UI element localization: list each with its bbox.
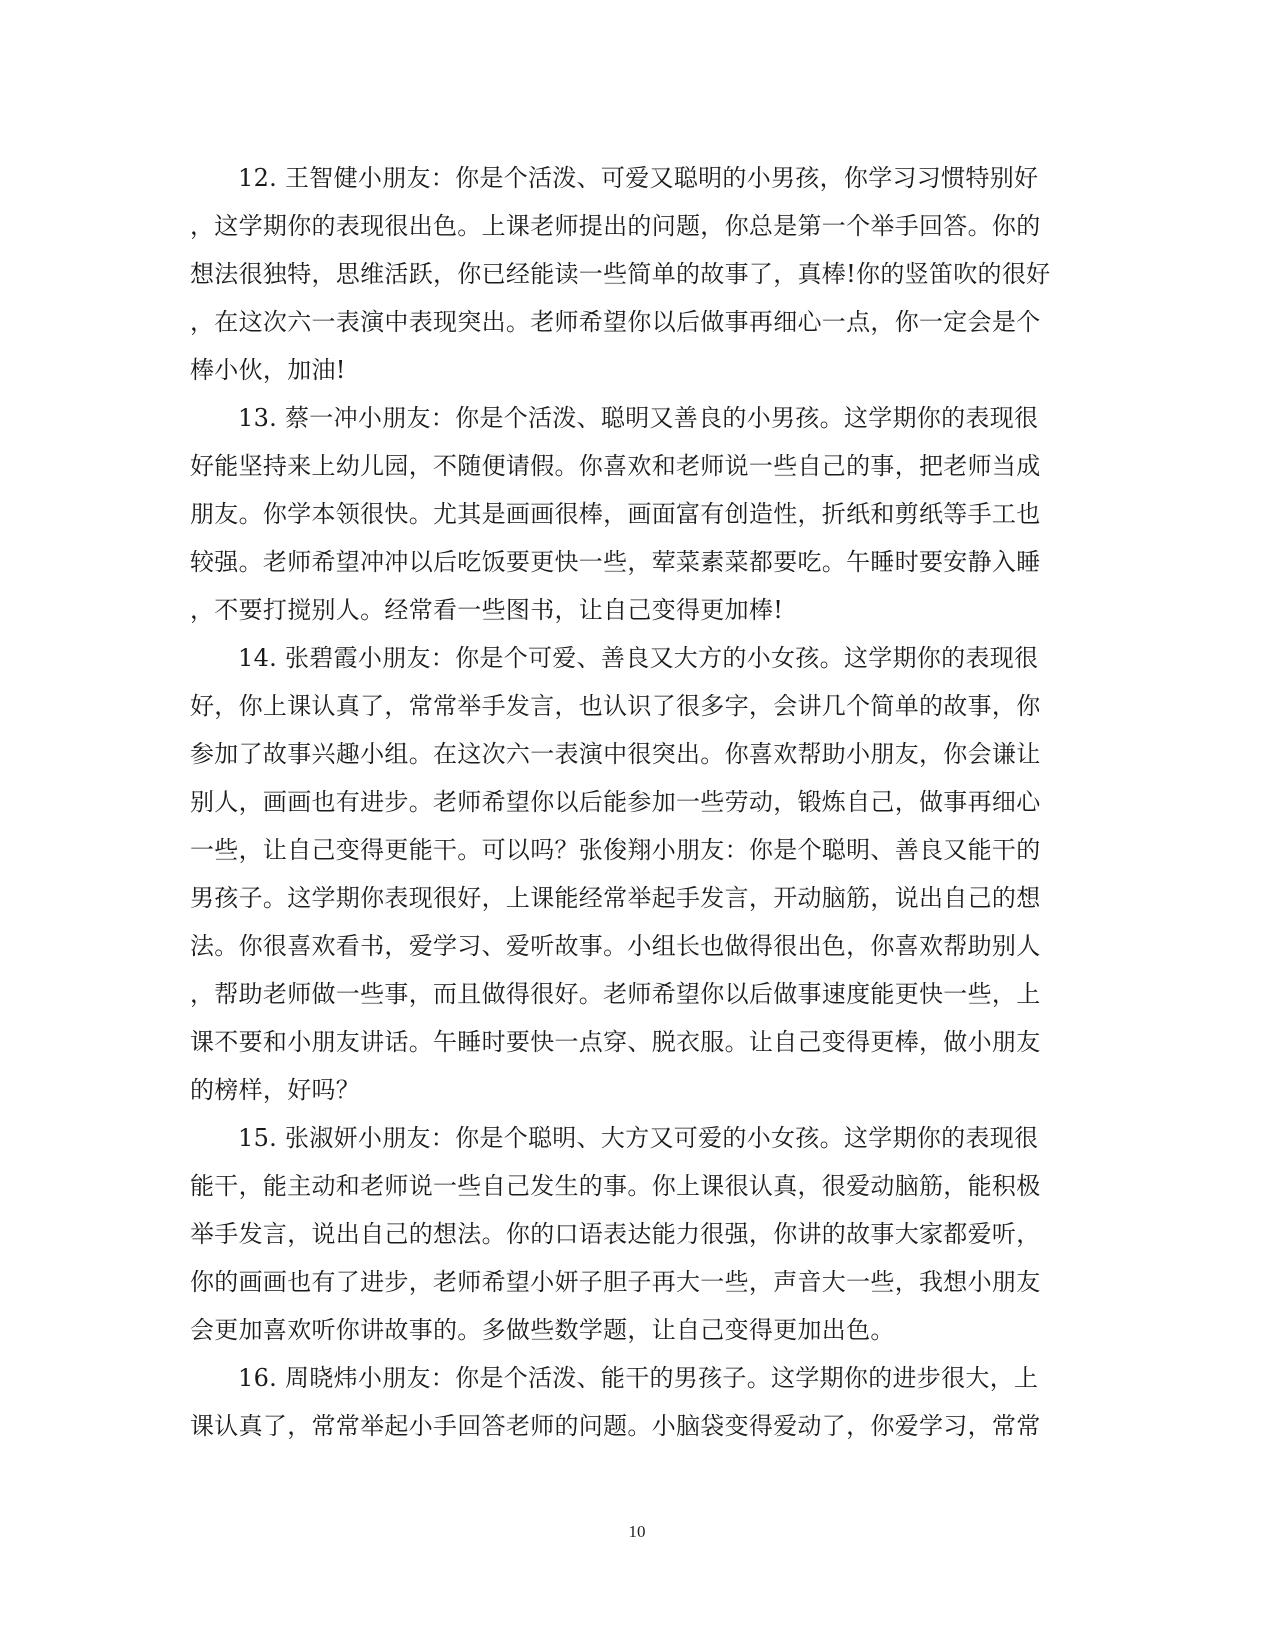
text-line: 好，你上课认真了，常常举手发言，也认识了很多字，会讲几个简单的故事，你 <box>190 692 1041 720</box>
text-line: 你的画画也有了进步，老师希望小妍子胆子再大一些，声音大一些，我想小朋友 <box>190 1268 1041 1296</box>
text-line: 好能坚持来上幼儿园，不随便请假。你喜欢和老师说一些自己的事，把老师当成 <box>190 452 1041 480</box>
text-line: 较强。老师希望冲冲以后吃饭要更快一些，荤菜素菜都要吃。午睡时要安静入睡 <box>190 548 1041 576</box>
text-line: 参加了故事兴趣小组。在这次六一表演中很突出。你喜欢帮助小朋友，你会谦让 <box>190 740 1041 768</box>
text-line: 13. 蔡一冲小朋友：你是个活泼、聪明又善良的小男孩。这学期你的表现很 <box>238 404 1039 432</box>
text-line: 男孩子。这学期你表现很好，上课能经常举起手发言，开动脑筋，说出自己的想 <box>190 884 1041 912</box>
page-number: 10 <box>628 1522 646 1541</box>
text-line: 棒小伙，加油! <box>190 356 346 384</box>
paragraph <box>190 1354 1070 1450</box>
text-line: 12. 王智健小朋友：你是个活泼、可爱又聪明的小男孩，你学习习惯特别好 <box>238 164 1039 192</box>
text-line: 14. 张碧霞小朋友：你是个可爱、善良又大方的小女孩。这学期你的表现很 <box>238 644 1039 672</box>
text-line: ，不要打搅别人。经常看一些图书，让自己变得更加棒! <box>190 596 784 624</box>
text-line: 能干，能主动和老师说一些自己发生的事。你上课很认真，很爱动脑筋，能积极 <box>190 1172 1041 1200</box>
text-line: 的榜样，好吗？ <box>190 1076 361 1104</box>
text-line: 一些，让自己变得更能干。可以吗？张俊翔小朋友：你是个聪明、善良又能干的 <box>190 836 1041 864</box>
text-line: ，帮助老师做一些事，而且做得很好。老师希望你以后做事速度能更快一些，上 <box>190 980 1041 1008</box>
text-line: 想法很独特，思维活跃，你已经能读一些简单的故事了，真棒!你的竖笛吹的很好 <box>190 260 1051 288</box>
text-line: 16. 周晓炜小朋友：你是个活泼、能干的男孩子。这学期你的进步很大，上 <box>238 1364 1039 1392</box>
paragraph <box>190 394 1070 634</box>
text-line: 别人，画画也有进步。老师希望你以后能参加一些劳动，锻炼自己，做事再细心 <box>190 788 1041 816</box>
text-line: 课认真了，常常举起小手回答老师的问题。小脑袋变得爱动了，你爱学习，常常 <box>190 1412 1041 1440</box>
paragraph <box>190 154 1070 394</box>
document-body <box>190 154 1070 1450</box>
paragraph <box>190 1114 1070 1354</box>
text-line: ，这学期你的表现很出色。上课老师提出的问题，你总是第一个举手回答。你的 <box>190 212 1041 240</box>
text-line: 15. 张淑妍小朋友：你是个聪明、大方又可爱的小女孩。这学期你的表现很 <box>238 1124 1039 1152</box>
text-line: 课不要和小朋友讲话。午睡时要快一点穿、脱衣服。让自己变得更棒，做小朋友 <box>190 1028 1041 1056</box>
text-line: 会更加喜欢听你讲故事的。多做些数学题，让自己变得更加出色。 <box>190 1316 895 1344</box>
paragraph <box>190 634 1070 1114</box>
text-line: 举手发言，说出自己的想法。你的口语表达能力很强，你讲的故事大家都爱听， <box>190 1220 1041 1248</box>
text-line: 朋友。你学本领很快。尤其是画画很棒，画面富有创造性，折纸和剪纸等手工也 <box>190 500 1041 528</box>
text-line: ，在这次六一表演中表现突出。老师希望你以后做事再细心一点，你一定会是个 <box>190 308 1041 336</box>
text-line: 法。你很喜欢看书，爱学习、爱听故事。小组长也做得很出色，你喜欢帮助别人 <box>190 932 1041 960</box>
